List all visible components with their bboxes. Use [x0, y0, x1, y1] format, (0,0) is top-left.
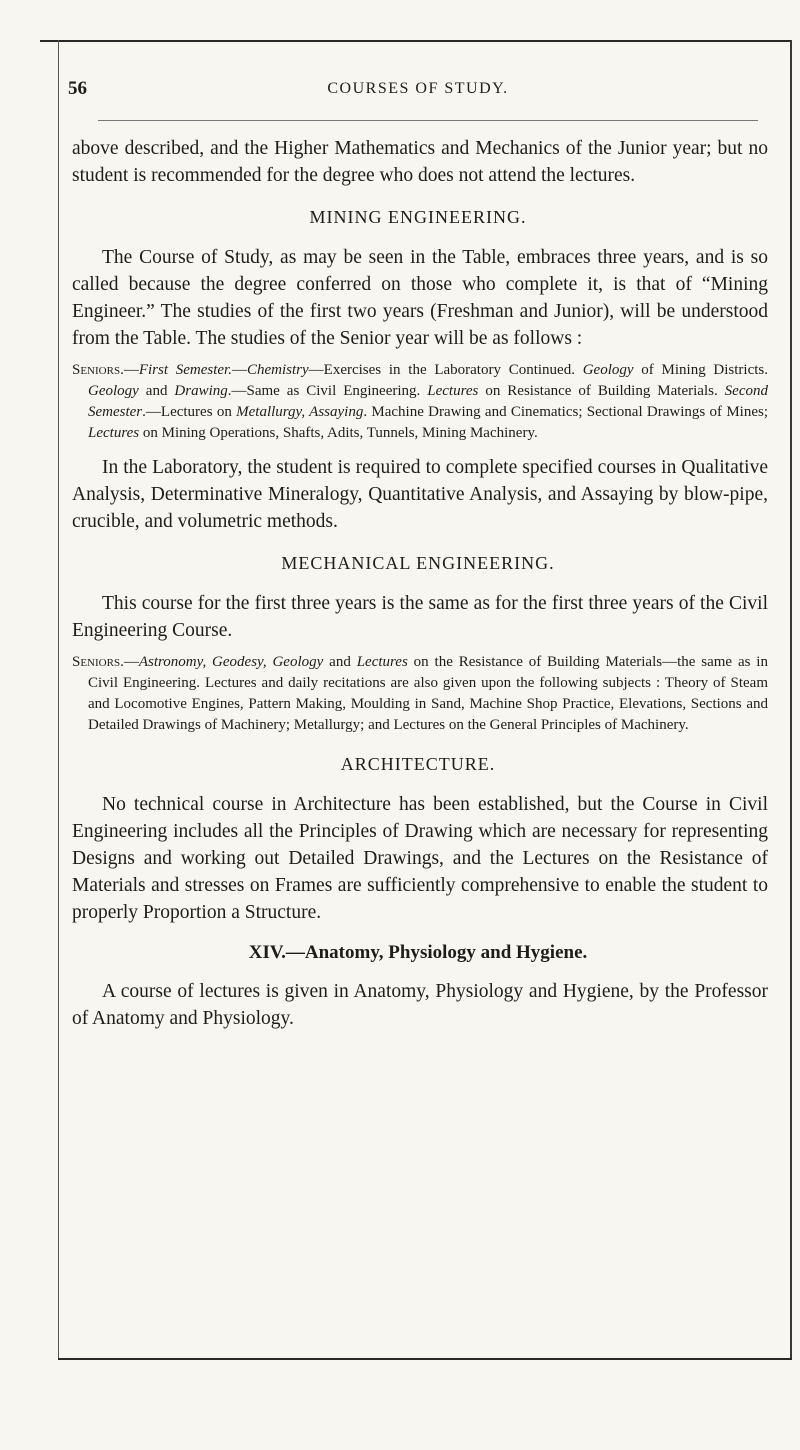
page-header: [68, 70, 768, 110]
mechanical-heading: MECHANICAL ENGINEERING.: [281, 553, 555, 573]
header-rule: [98, 120, 758, 121]
chemistry-label: Chemistry: [246, 362, 309, 378]
page-number: 56: [68, 78, 87, 99]
intro-paragraph: above described, and the Higher Mathematics and Mechanics of the Junior year; but no student is recommended for the degree who does not attend the lectures.: [72, 138, 768, 186]
mining-paragraph: The Course of Study, as may be seen in the Table, embraces three years, and is so called because the degree conferred on those who complete it, is that of “Mining Engineer.” The studies of the first two years (Freshman and Junior), will be understood from the Table. The studies of the Senior year will be as follows :: [72, 247, 768, 349]
seniors-label: Seniors.: [72, 362, 124, 378]
laboratory-paragraph: In the Laboratory, the student is required to complete specified courses in Qualitative Analysis, Determinative Mineralogy, Quantitative Analysis, and Assaying by blow-pipe, crucible, and volumetric methods.: [72, 457, 768, 532]
page-border-left: [58, 40, 59, 1360]
document-page: [68, 70, 768, 1340]
anatomy-heading: XIV.—Anatomy, Physiology and Hygiene.: [248, 942, 588, 963]
anatomy-paragraph: A course of lectures is given in Anatomy, Physiology and Hygiene, by the Professor of Anatomy and Physiology.: [72, 981, 768, 1029]
page-border-right: [790, 40, 792, 1360]
mechanical-paragraph: This course for the first three years is the same as for the first three years of the Civil Engineering Course.: [72, 593, 768, 641]
mining-seniors-paragraph: Seniors.—First Semester.—Chemistry—Exercises in the Laboratory Continued. Geology of Mining Districts. Geology and Drawing.—Same as Civil Engineering. Lectures on Resistance of Building Materials. Second Semester.—Lectures on Metallurgy, Assaying. Machine Drawing and Cinematics; Sectional Drawings of Mines; Lectures on Mining Operations, Shafts, Adits, Tunnels, Mining Machinery.: [72, 362, 769, 441]
mechanical-seniors-paragraph: Seniors.—Astronomy, Geodesy, Geology and Lectures on the Resistance of Building Materials—the same as in Civil Engineering. Lectures and daily recitations are also given upon the following subjects : Theory of Steam and Locomotive Engines, Pattern Making, Moulding in Sand, Machine Shop Practice, Elevations, Sections and Detailed Drawings of Machinery; Metallurgy; and Lectures on the General Principles of Machinery.: [72, 654, 768, 733]
running-head: COURSES OF STUDY.: [327, 80, 509, 97]
page-border-bottom: [58, 1358, 792, 1360]
mining-heading: MINING ENGINEERING.: [309, 207, 527, 227]
architecture-heading: ARCHITECTURE.: [340, 754, 496, 774]
first-semester-label: First Semester.: [138, 362, 232, 378]
page-border-top: [40, 40, 790, 42]
second-semester-label: Second Semester: [88, 383, 768, 420]
architecture-paragraph: No technical course in Architecture has been established, but the Course in Civil Engineering includes all the Principles of Drawing which are necessary for representing Designs and working out Detailed Drawings, and the Lectures on the Resistance of Materials and stresses on Frames are sufficiently comprehensive to enable the student to properly Proportion a Structure.: [72, 794, 768, 923]
